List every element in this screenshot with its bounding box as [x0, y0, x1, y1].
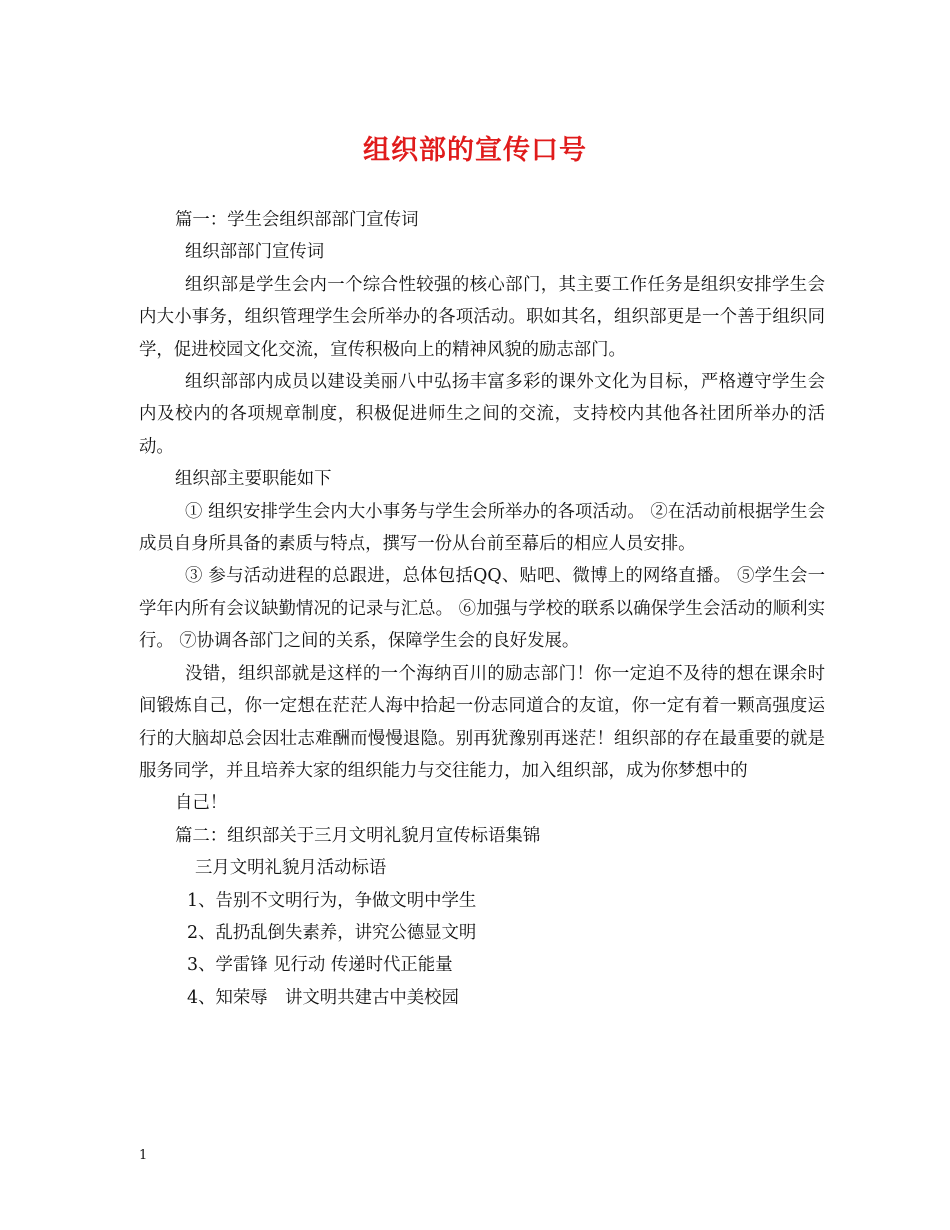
paragraph-functions-heading: 组织部主要职能如下 — [175, 469, 332, 490]
subheading-2: 三月文明礼貌月活动标语 — [195, 858, 387, 879]
section-heading-1: 篇一：学生会组织部部门宣传词 — [175, 210, 419, 230]
slogan-item: 2、乱扔乱倒失素养，讲究公德显文明 — [187, 922, 477, 943]
paragraph-functions-2: ③ 参与活动进程的总跟进，总体包括QQ、贴吧、微博上的网络直播。 ⑤学生会一学年内所有会议缺勤情况的记录与汇总。 ⑥加强与学校的联系以确保学生会活动的顺利实行。 ⑦协调各部门之间的关系，保障学生会的良好发展。 — [139, 566, 825, 652]
slogan-item: 1、告别不文明行为，争做文明中学生 — [187, 890, 477, 911]
paragraph-goals: 组织部部内成员以建设美丽八中弘扬丰富多彩的课外文化为目标，严格遵守学生会内及校内的各项规章制度，积极促进师生之间的交流，支持校内其他各社团所举办的活动。 — [139, 372, 825, 457]
paragraph-functions-1: ① 组织安排学生会内大小事务与学生会所举办的各项活动。 ②在活动前根据学生会成员自身所具备的素质与特点，撰写一份从台前至幕后的相应人员安排。 — [139, 501, 825, 555]
paragraph-closing: 自己！ — [175, 793, 228, 814]
slogan-item: 4、知荣辱 讲文明共建古中美校园 — [187, 987, 459, 1008]
subheading-1: 组织部部门宣传词 — [185, 242, 325, 263]
page-number: 1 — [139, 1148, 148, 1163]
slogan-item: 3、学雷锋 见行动 传递时代正能量 — [187, 955, 453, 976]
section-heading-2: 篇二：组织部关于三月文明礼貌月宣传标语集锦 — [175, 825, 541, 846]
page-title: 组织部的宣传口号 — [363, 135, 587, 166]
paragraph-intro: 组织部是学生会内一个综合性较强的核心部门，其主要工作任务是组织安排学生会内大小事务，组织管理学生会所举办的各项活动。职如其名，组织部更是一个善于组织同学，促进校园文化交流，宣传积极向上的精神风貌的励志部门。 — [139, 274, 825, 360]
document-body — [139, 204, 825, 1014]
paragraph-invitation: 没错，组织部就是这样的一个海纳百川的励志部门！你一定迫不及待的想在课余时间锻炼自己，你一定想在茫茫人海中拾起一份志同道合的友谊，你一定有着一颗高强度运行的大脑却总会因壮志难酬而慢慢退隐。别再犹豫别再迷茫！组织部的存在最重要的就是服务同学，并且培养大家的组织能力与交往能力，加入组织部，成为你梦想中的 — [139, 663, 825, 781]
